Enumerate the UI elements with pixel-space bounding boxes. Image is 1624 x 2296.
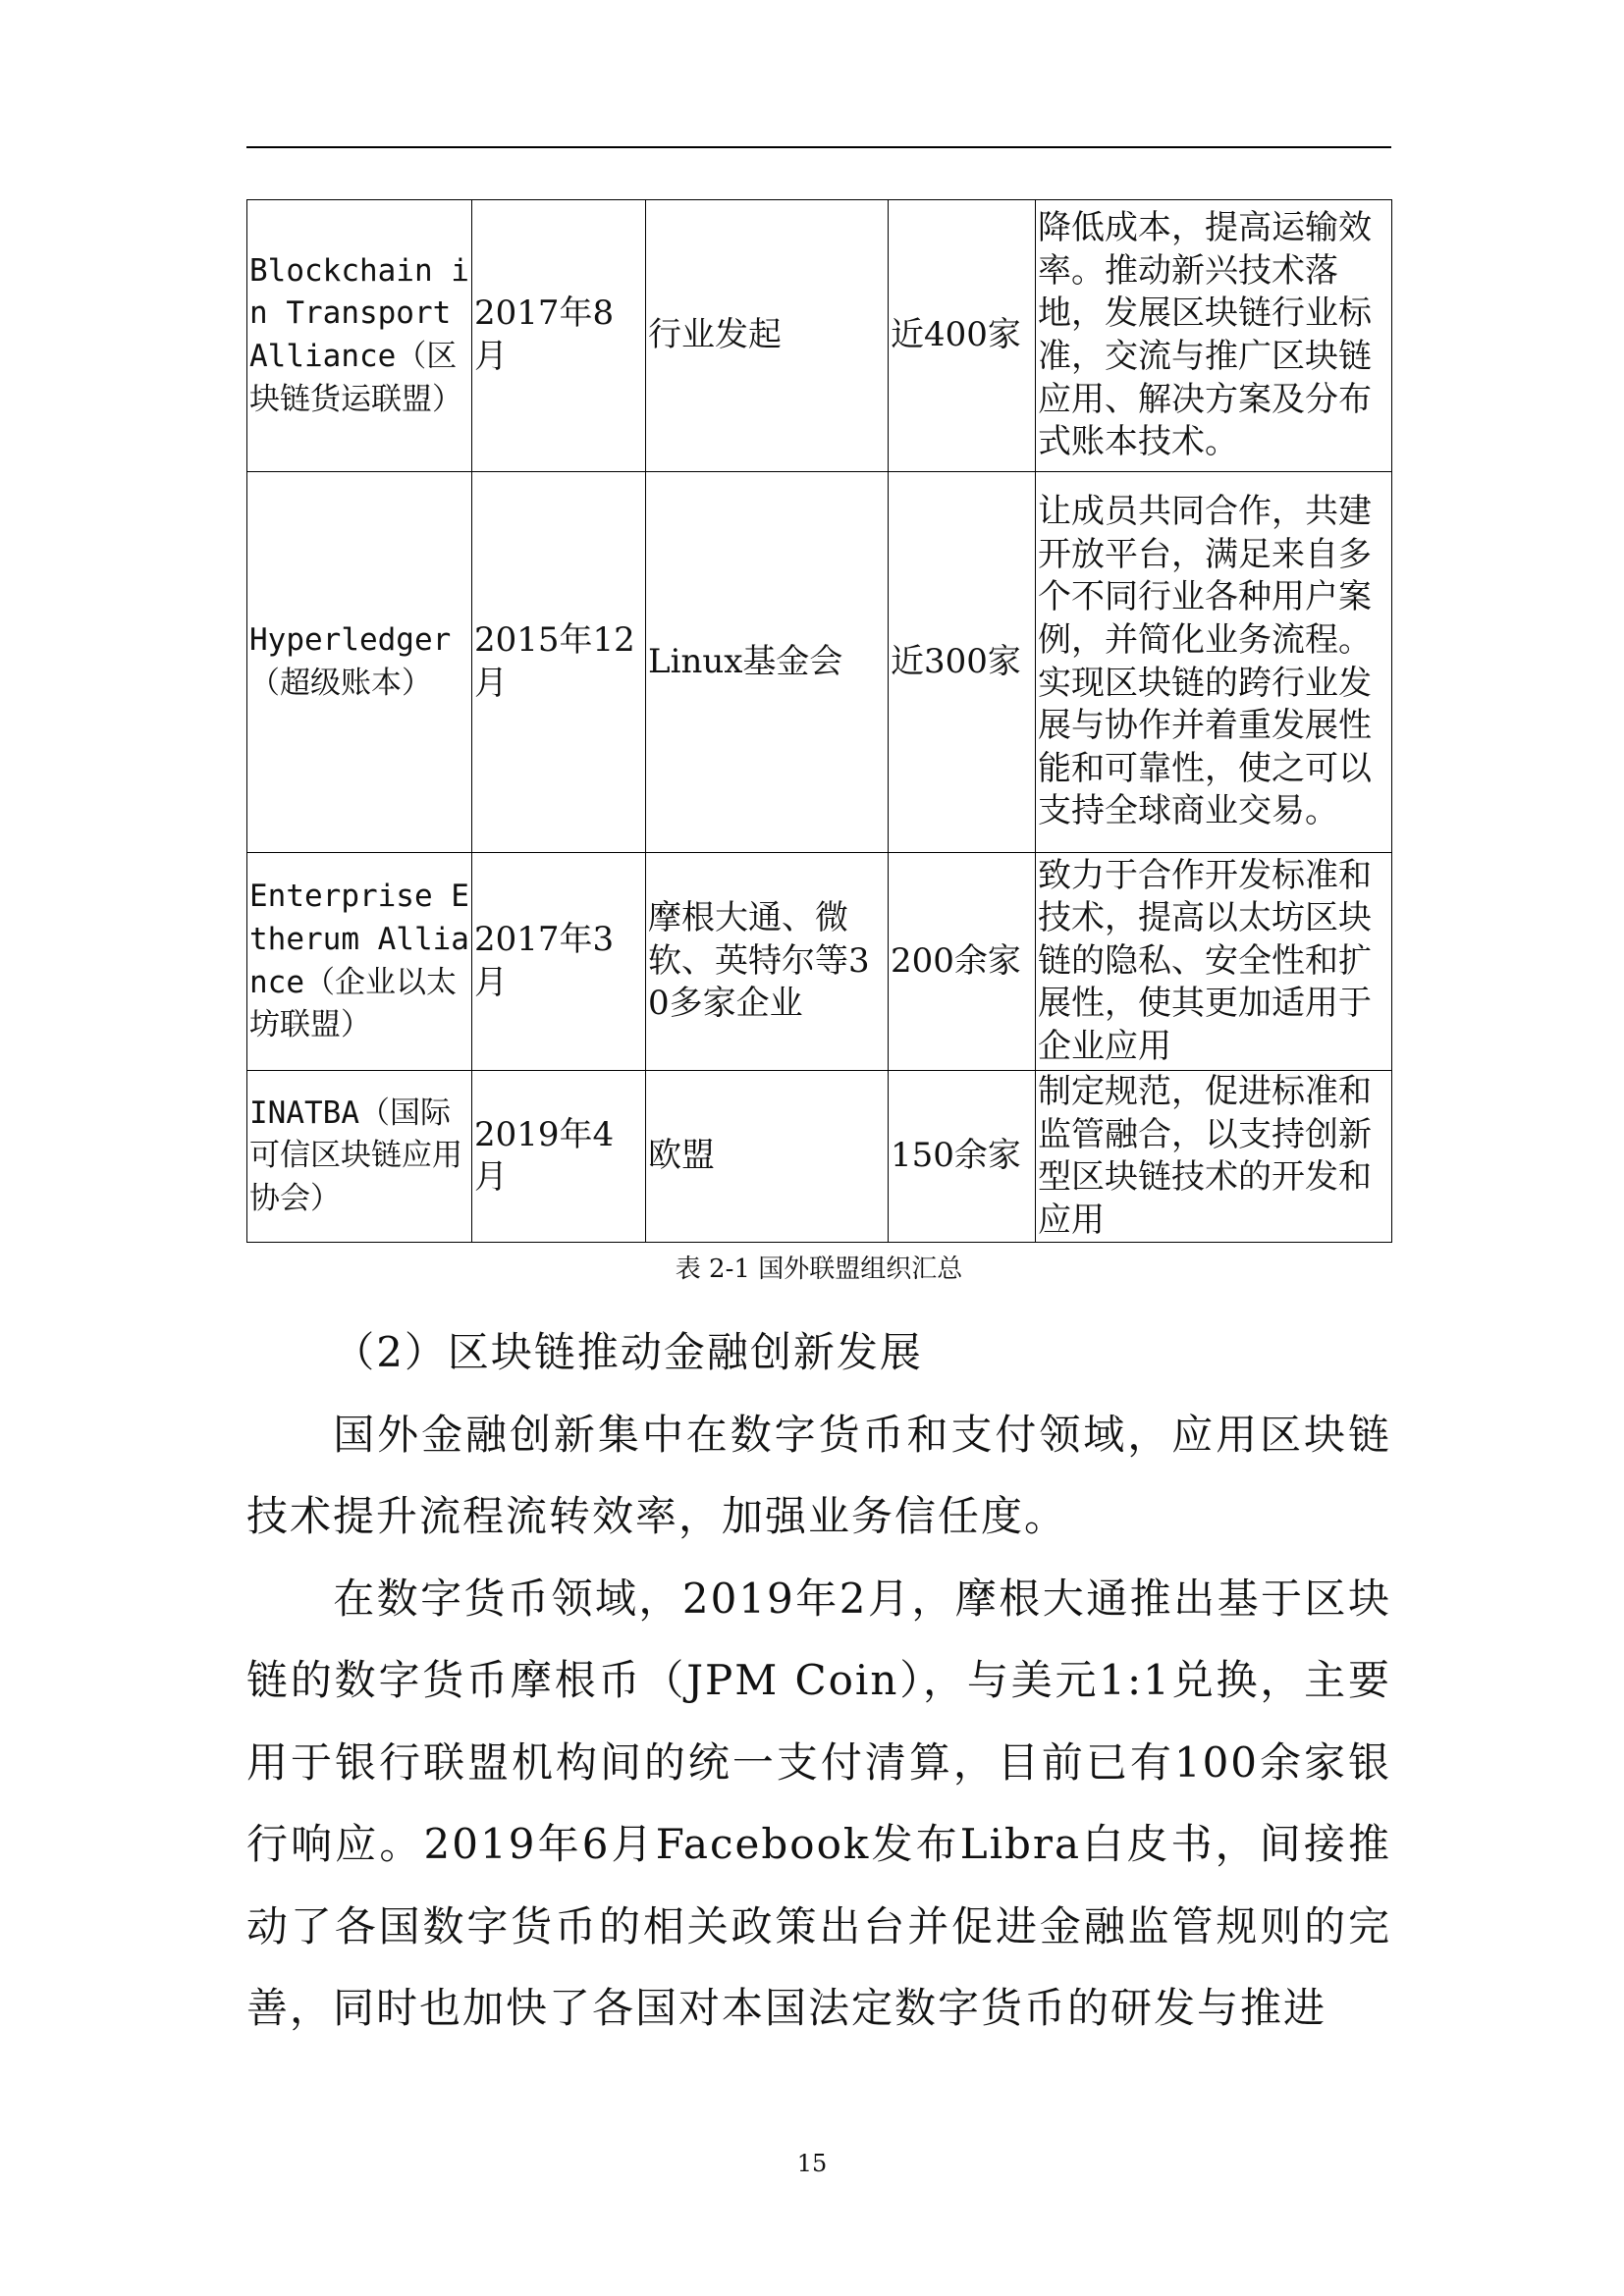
member-count: 近400家 xyxy=(889,200,1036,472)
goal: 致力于合作开发标准和技术，提高以太坊区块链的隐私、安全性和扩展性，使其更加适用于企业应用 xyxy=(1036,853,1392,1071)
paragraph: 在数字货币领域，2019年2月，摩根大通推出基于区块链的数字货币摩根币（JPM Coin），与美元1:1兑换，主要用于银行联盟机构间的统一支付清算，目前已有100余家银行响应。2019年6月Facebook发布Libra白皮书，间接推动了各国数字货币的相关政策出台并促进金融监管规则的完善，同时也加快了各国对本国法定数字货币的研发与推进 xyxy=(246,1574,1391,2032)
member-count: 150余家 xyxy=(889,1071,1036,1243)
founder: 欧盟 xyxy=(646,1071,889,1243)
founded-date: 2017年3月 xyxy=(472,853,646,1071)
org-name: Hyperledger（超级账本） xyxy=(247,472,472,853)
table-row xyxy=(247,200,1392,472)
paragraph: 国外金融创新集中在数字货币和支付领域，应用区块链技术提升流程流转效率，加强业务信任度。 xyxy=(246,1410,1391,1540)
table-row xyxy=(247,472,1392,853)
founder: Linux基金会 xyxy=(646,472,889,853)
org-name: INATBA（国际可信区块链应用协会） xyxy=(247,1071,472,1243)
header-rule xyxy=(246,146,1391,148)
founded-date: 2017年8月 xyxy=(472,200,646,472)
founded-date: 2015年12月 xyxy=(472,472,646,853)
org-name: Blockchain in Transport Alliance（区块链货运联盟） xyxy=(247,200,472,472)
page-number: 15 xyxy=(796,2150,828,2177)
founded-date: 2019年4月 xyxy=(472,1071,646,1243)
table-row xyxy=(247,853,1392,1071)
member-count: 200余家 xyxy=(889,853,1036,1071)
body-text xyxy=(246,1311,1391,2050)
founder: 行业发起 xyxy=(646,200,889,472)
member-count: 近300家 xyxy=(889,472,1036,853)
section-heading: （2）区块链推动金融创新发展 xyxy=(333,1328,923,1376)
org-name: Enterprise Etherum Alliance（企业以太坊联盟） xyxy=(247,853,472,1071)
table-caption: 表 2-1 国外联盟组织汇总 xyxy=(675,1255,963,1284)
table-row xyxy=(247,1071,1392,1243)
goal: 让成员共同合作，共建开放平台，满足来自多个不同行业各种用户案例，并简化业务流程。实现区块链的跨行业发展与协作并着重发展性能和可靠性，使之可以支持全球商业交易。 xyxy=(1036,472,1392,853)
alliance-table xyxy=(246,199,1392,1243)
founder: 摩根大通、微软、英特尔等30多家企业 xyxy=(646,853,889,1071)
goal: 降低成本，提高运输效率。推动新兴技术落地，发展区块链行业标准，交流与推广区块链应用、解决方案及分布式账本技术。 xyxy=(1036,200,1392,472)
goal: 制定规范，促进标准和监管融合，以支持创新型区块链技术的开发和应用 xyxy=(1036,1071,1392,1243)
